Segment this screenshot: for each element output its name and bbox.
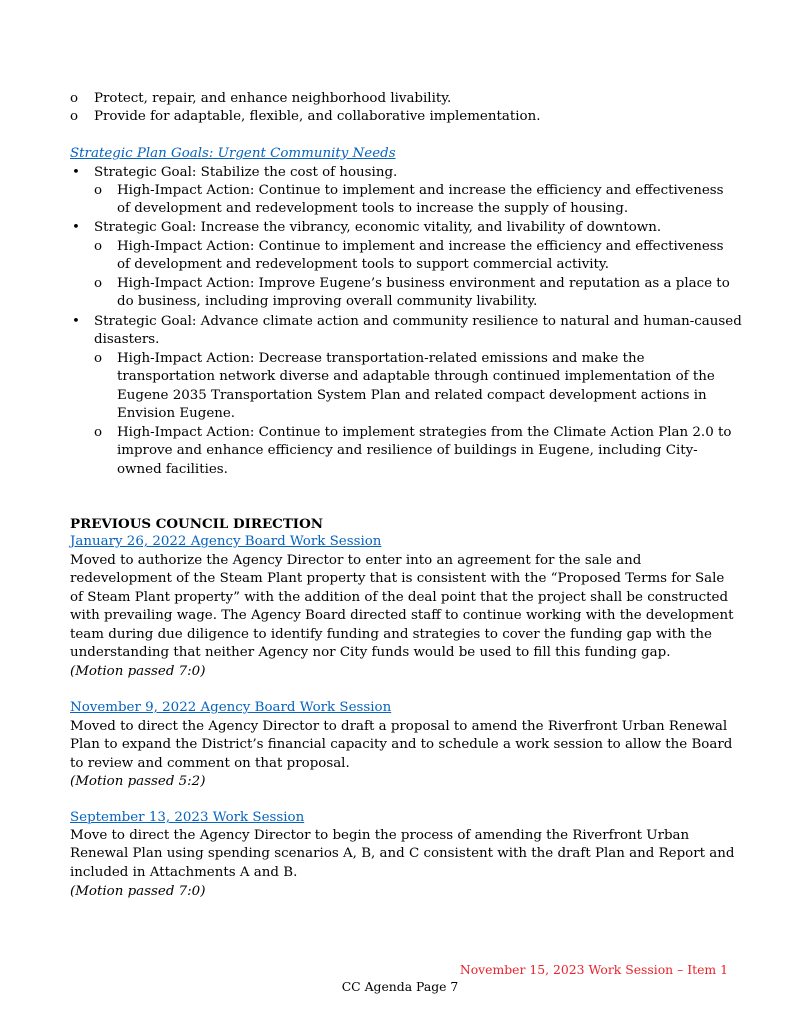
high-impact-action: o High-Impact Action: Continue to implement and increase the efficiency and effectiveness of development and redevelopment tools to support commercial activity.: [94, 239, 724, 273]
footer-session-label: November 15, 2023 Work Session – Item 1: [459, 962, 728, 977]
high-impact-action: o High-Impact Action: Continue to implement and increase the efficiency and effectiveness of development and redevelopment tools to increase the supply of housing.: [94, 183, 724, 217]
high-impact-action: o High-Impact Action: Decrease transportation-related emissions and make the transportation network diverse and adaptable through continued implementation of the Eugene 2035 Transportation System Plan and related compact development actions in Envision Eugene.: [94, 351, 715, 422]
list-item: o Provide for adaptable, flexible, and collaborative implementation.: [70, 108, 750, 126]
high-impact-action: o High-Impact Action: Continue to implement strategies from the Climate Action Plan 2.0 to improve and enhance efficiency and resilience of buildings in Eugene, including City-owned facilities.: [94, 425, 732, 477]
motion-result: (Motion passed 7:0): [70, 884, 206, 899]
session-description: Move to direct the Agency Director to begin the process of amending the Riverfront Urban Renewal Plan using spending scenarios A, B, and C consistent with the draft Plan and Report and included in Attachments A and B.: [70, 828, 735, 880]
circle-bullet-icon: o: [70, 91, 79, 106]
circle-bullet-icon: o: [94, 239, 103, 254]
bullet-icon: •: [72, 165, 80, 180]
motion-result: (Motion passed 7:0): [70, 664, 206, 679]
strategic-goal: • Strategic Goal: Stabilize the cost of housing.: [70, 164, 750, 182]
high-impact-action: o High-Impact Action: Improve Eugene’s business environment and reputation as a place to do business, including improving overall community livability.: [94, 276, 730, 310]
circle-bullet-icon: o: [94, 351, 103, 366]
circle-bullet-icon: o: [70, 109, 79, 124]
bullet-icon: •: [72, 314, 80, 329]
circle-bullet-icon: o: [94, 276, 103, 291]
section-heading: PREVIOUS COUNCIL DIRECTION: [70, 516, 323, 532]
footer-page-number: CC Agenda Page 7: [341, 979, 459, 994]
session-link[interactable]: November 9, 2022 Agency Board Work Session: [70, 700, 392, 715]
strategic-plan-link[interactable]: Strategic Plan Goals: Urgent Community Needs: [70, 146, 396, 161]
strategic-goal: • Strategic Goal: Advance climate action and community resilience to natural and human-caused disasters.: [72, 314, 742, 348]
strategic-goal: • Strategic Goal: Increase the vibrancy, economic vitality, and livability of downtown.: [70, 219, 750, 237]
session-description: Moved to direct the Agency Director to draft a proposal to amend the Riverfront Urban Renewal Plan to expand the District’s financial capacity and to schedule a work session to allow the Board to review and comment on that proposal.: [70, 719, 733, 771]
bullet-icon: •: [72, 220, 80, 235]
circle-bullet-icon: o: [94, 183, 103, 198]
session-link[interactable]: January 26, 2022 Agency Board Work Session: [70, 534, 382, 549]
session-description: Moved to authorize the Agency Director to enter into an agreement for the sale and redevelopment of the Steam Plant property that is consistent with the “Proposed Terms for Sale of Steam Plant property” with the addition of the deal point that the project shall be constructed with prevailing wage. The Agency Board directed staff to continue working with the development team during due diligence to identify funding and strategies to cover the funding gap with the understanding that neither Agency nor City funds would be used to fill this funding gap.: [70, 553, 734, 661]
list-item: o Protect, repair, and enhance neighborhood livability.: [70, 90, 750, 108]
motion-result: (Motion passed 5:2): [70, 774, 206, 789]
session-link[interactable]: September 13, 2023 Work Session: [70, 810, 305, 825]
circle-bullet-icon: o: [94, 425, 103, 440]
